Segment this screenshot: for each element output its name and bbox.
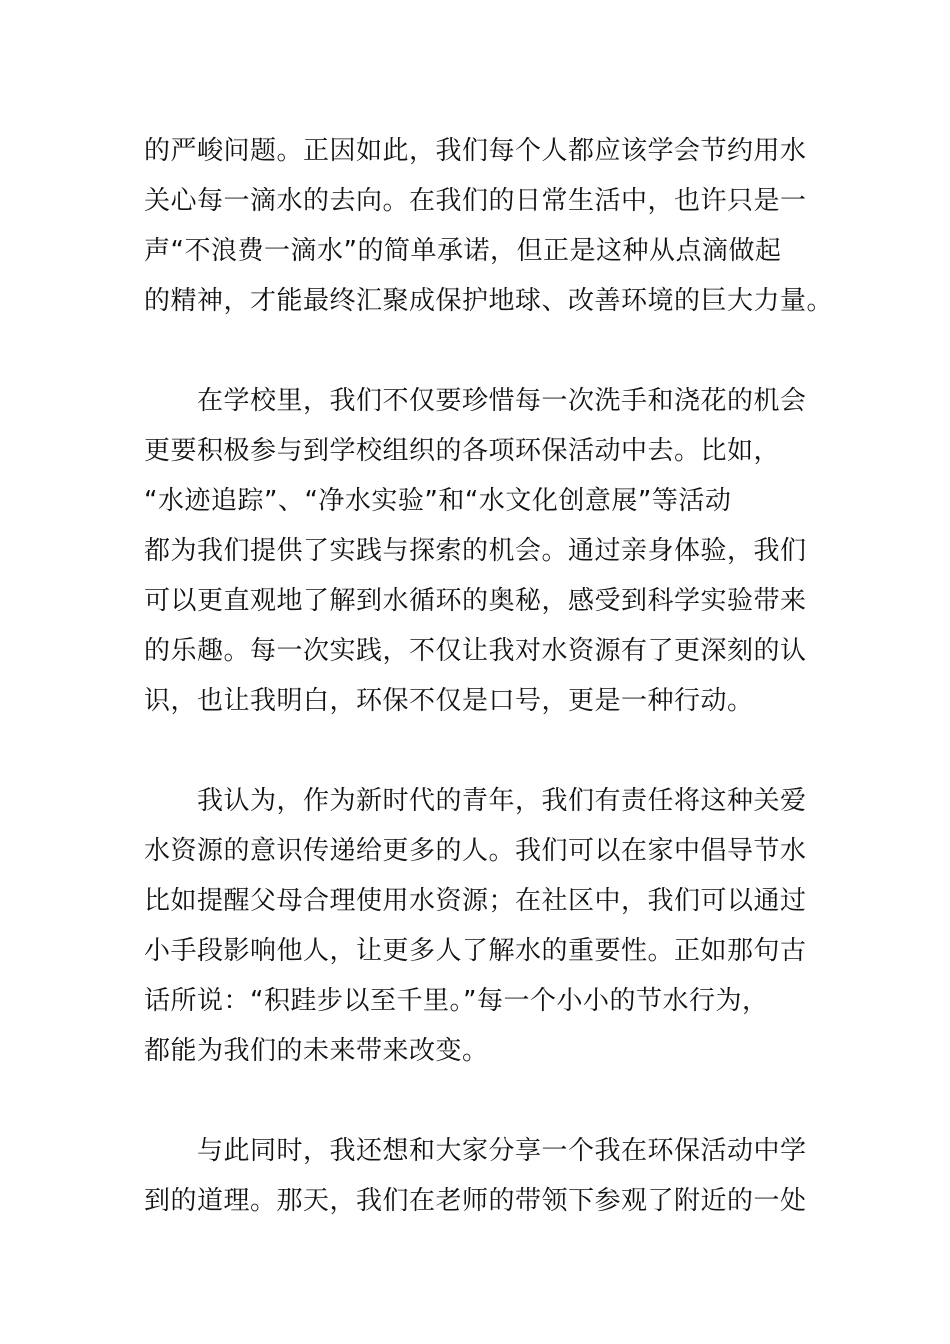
- text-line: 在学校里，我们不仅要珍惜每一次洗手和浇花的机会: [144, 386, 807, 416]
- text-line: 的严峻问题。正因如此，我们每个人都应该学会节约用水: [144, 136, 807, 166]
- paragraph-1: [144, 126, 834, 326]
- paragraph-4: [144, 1126, 824, 1226]
- text-line: 都为我们提供了实践与探索的机会。通过亲身体验，我们: [144, 536, 807, 566]
- text-line: 声“不浪费一滴水”的简单承诺，但正是这种从点滴做起: [144, 236, 782, 266]
- text-line: 更要积极参与到学校组织的各项环保活动中去。比如，: [144, 436, 781, 466]
- text-line: 可以更直观地了解到水循环的奥秘，感受到科学实验带来: [144, 586, 807, 616]
- text-line: 我认为，作为新时代的青年，我们有责任将这种关爱: [144, 786, 807, 816]
- text-line: 识，也让我明白，环保不仅是口号，更是一种行动。: [144, 686, 754, 716]
- paragraph-2: [144, 376, 824, 726]
- text-line: 话所说：“积跬步以至千里。”每一个小小的节水行为，: [144, 986, 769, 1016]
- text-line: 小手段影响他人，让更多人了解水的重要性。正如那句古: [144, 936, 807, 966]
- text-line: 到的道理。那天，我们在老师的带领下参观了附近的一处: [144, 1186, 807, 1216]
- text-line: 与此同时，我还想和大家分享一个我在环保活动中学: [144, 1136, 807, 1166]
- text-line: 的乐趣。每一次实践，不仅让我对水资源有了更深刻的认: [144, 636, 807, 666]
- text-line: 水资源的意识传递给更多的人。我们可以在家中倡导节水: [144, 836, 807, 866]
- text-line: 的精神，才能最终汇聚成保护地球、改善环境的巨大力量。: [144, 286, 834, 316]
- text-line: “水迹追踪”、“净水实验”和“水文化创意展”等活动: [144, 486, 732, 516]
- text-line: 比如提醒父母合理使用水资源；在社区中，我们可以通过: [144, 886, 807, 916]
- text-line: 关心每一滴水的去向。在我们的日常生活中，也许只是一: [144, 186, 807, 216]
- paragraph-3: [144, 776, 824, 1076]
- text-line: 都能为我们的未来带来改变。: [144, 1036, 489, 1066]
